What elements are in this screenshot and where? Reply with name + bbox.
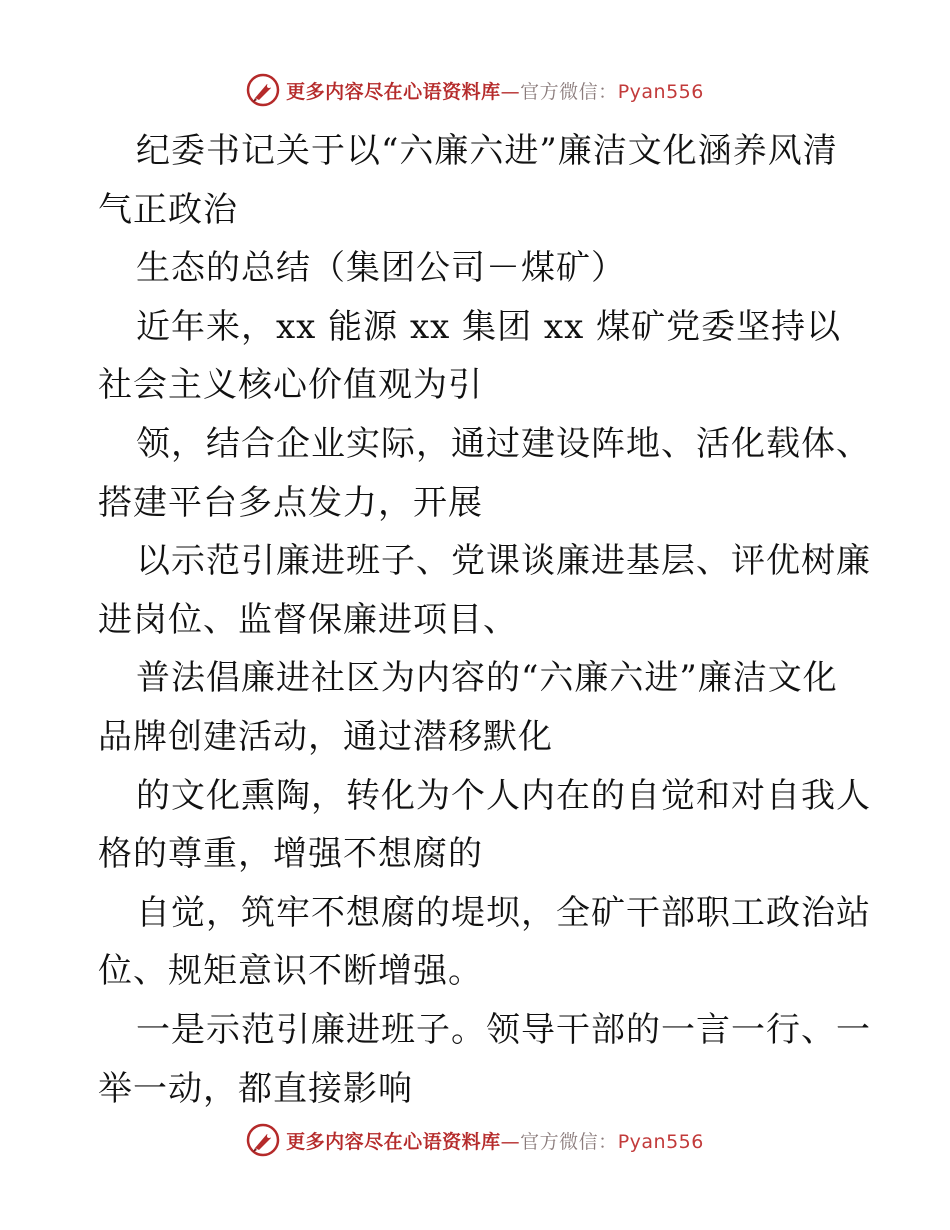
paragraph-line: 近年来，xx 能源 xx 集团 xx 煤矿党委坚持以 [136,306,842,347]
document-body [98,122,871,1118]
paragraph-line: 格的尊重，增强不想腐的 [98,834,483,875]
paragraph-line: 普法倡廉进社区为内容的“六廉六进”廉洁文化 [136,658,838,699]
paragraph-line: 位、规矩意识不断增强。 [98,951,483,992]
document-title-line: 气正政治 [98,189,238,230]
footer-watermark [0,1120,950,1160]
watermark-text [286,77,704,104]
paragraph-line: 自觉，筑牢不想腐的堤坝，全矿干部职工政治站 [136,892,871,933]
pen-logo-icon [246,73,280,107]
document-title-line: 生态的总结（集团公司－煤矿） [136,248,626,289]
header-watermark [0,70,950,110]
pen-logo-icon [246,1123,280,1157]
document-title-line: 纪委书记关于以“六廉六进”廉洁文化涵养风清 [136,131,838,171]
paragraph-line: 品牌创建活动，通过潜移默化 [98,716,553,757]
watermark-account: Pyan556 [617,80,704,103]
paragraph-line: 的文化熏陶，转化为个人内在的自觉和对自我人 [136,775,871,816]
watermark-main: 更多内容尽在心语资料库 [286,1130,501,1153]
watermark-main: 更多内容尽在心语资料库 [286,80,501,103]
watermark-account: Pyan556 [617,1130,704,1153]
paragraph-line: 社会主义核心价值观为引 [98,365,483,406]
watermark-dash: — [500,80,521,103]
paragraph-line: 领，结合企业实际，通过建设阵地、活化载体、 [136,423,871,464]
watermark-contact: 官方微信： [520,80,618,103]
paragraph-line: 举一动，都直接影响 [98,1068,413,1109]
paragraph-line: 一是示范引廉进班子。领导干部的一言一行、一 [136,1009,871,1050]
paragraph-line: 以示范引廉进班子、党课谈廉进基层、评优树廉 [136,541,871,582]
watermark-dash: — [500,1130,521,1153]
watermark-contact: 官方微信： [520,1130,618,1153]
watermark-text [286,1127,704,1154]
paragraph-line: 进岗位、监督保廉进项目、 [98,599,518,640]
paragraph-line: 搭建平台多点发力，开展 [98,482,483,523]
